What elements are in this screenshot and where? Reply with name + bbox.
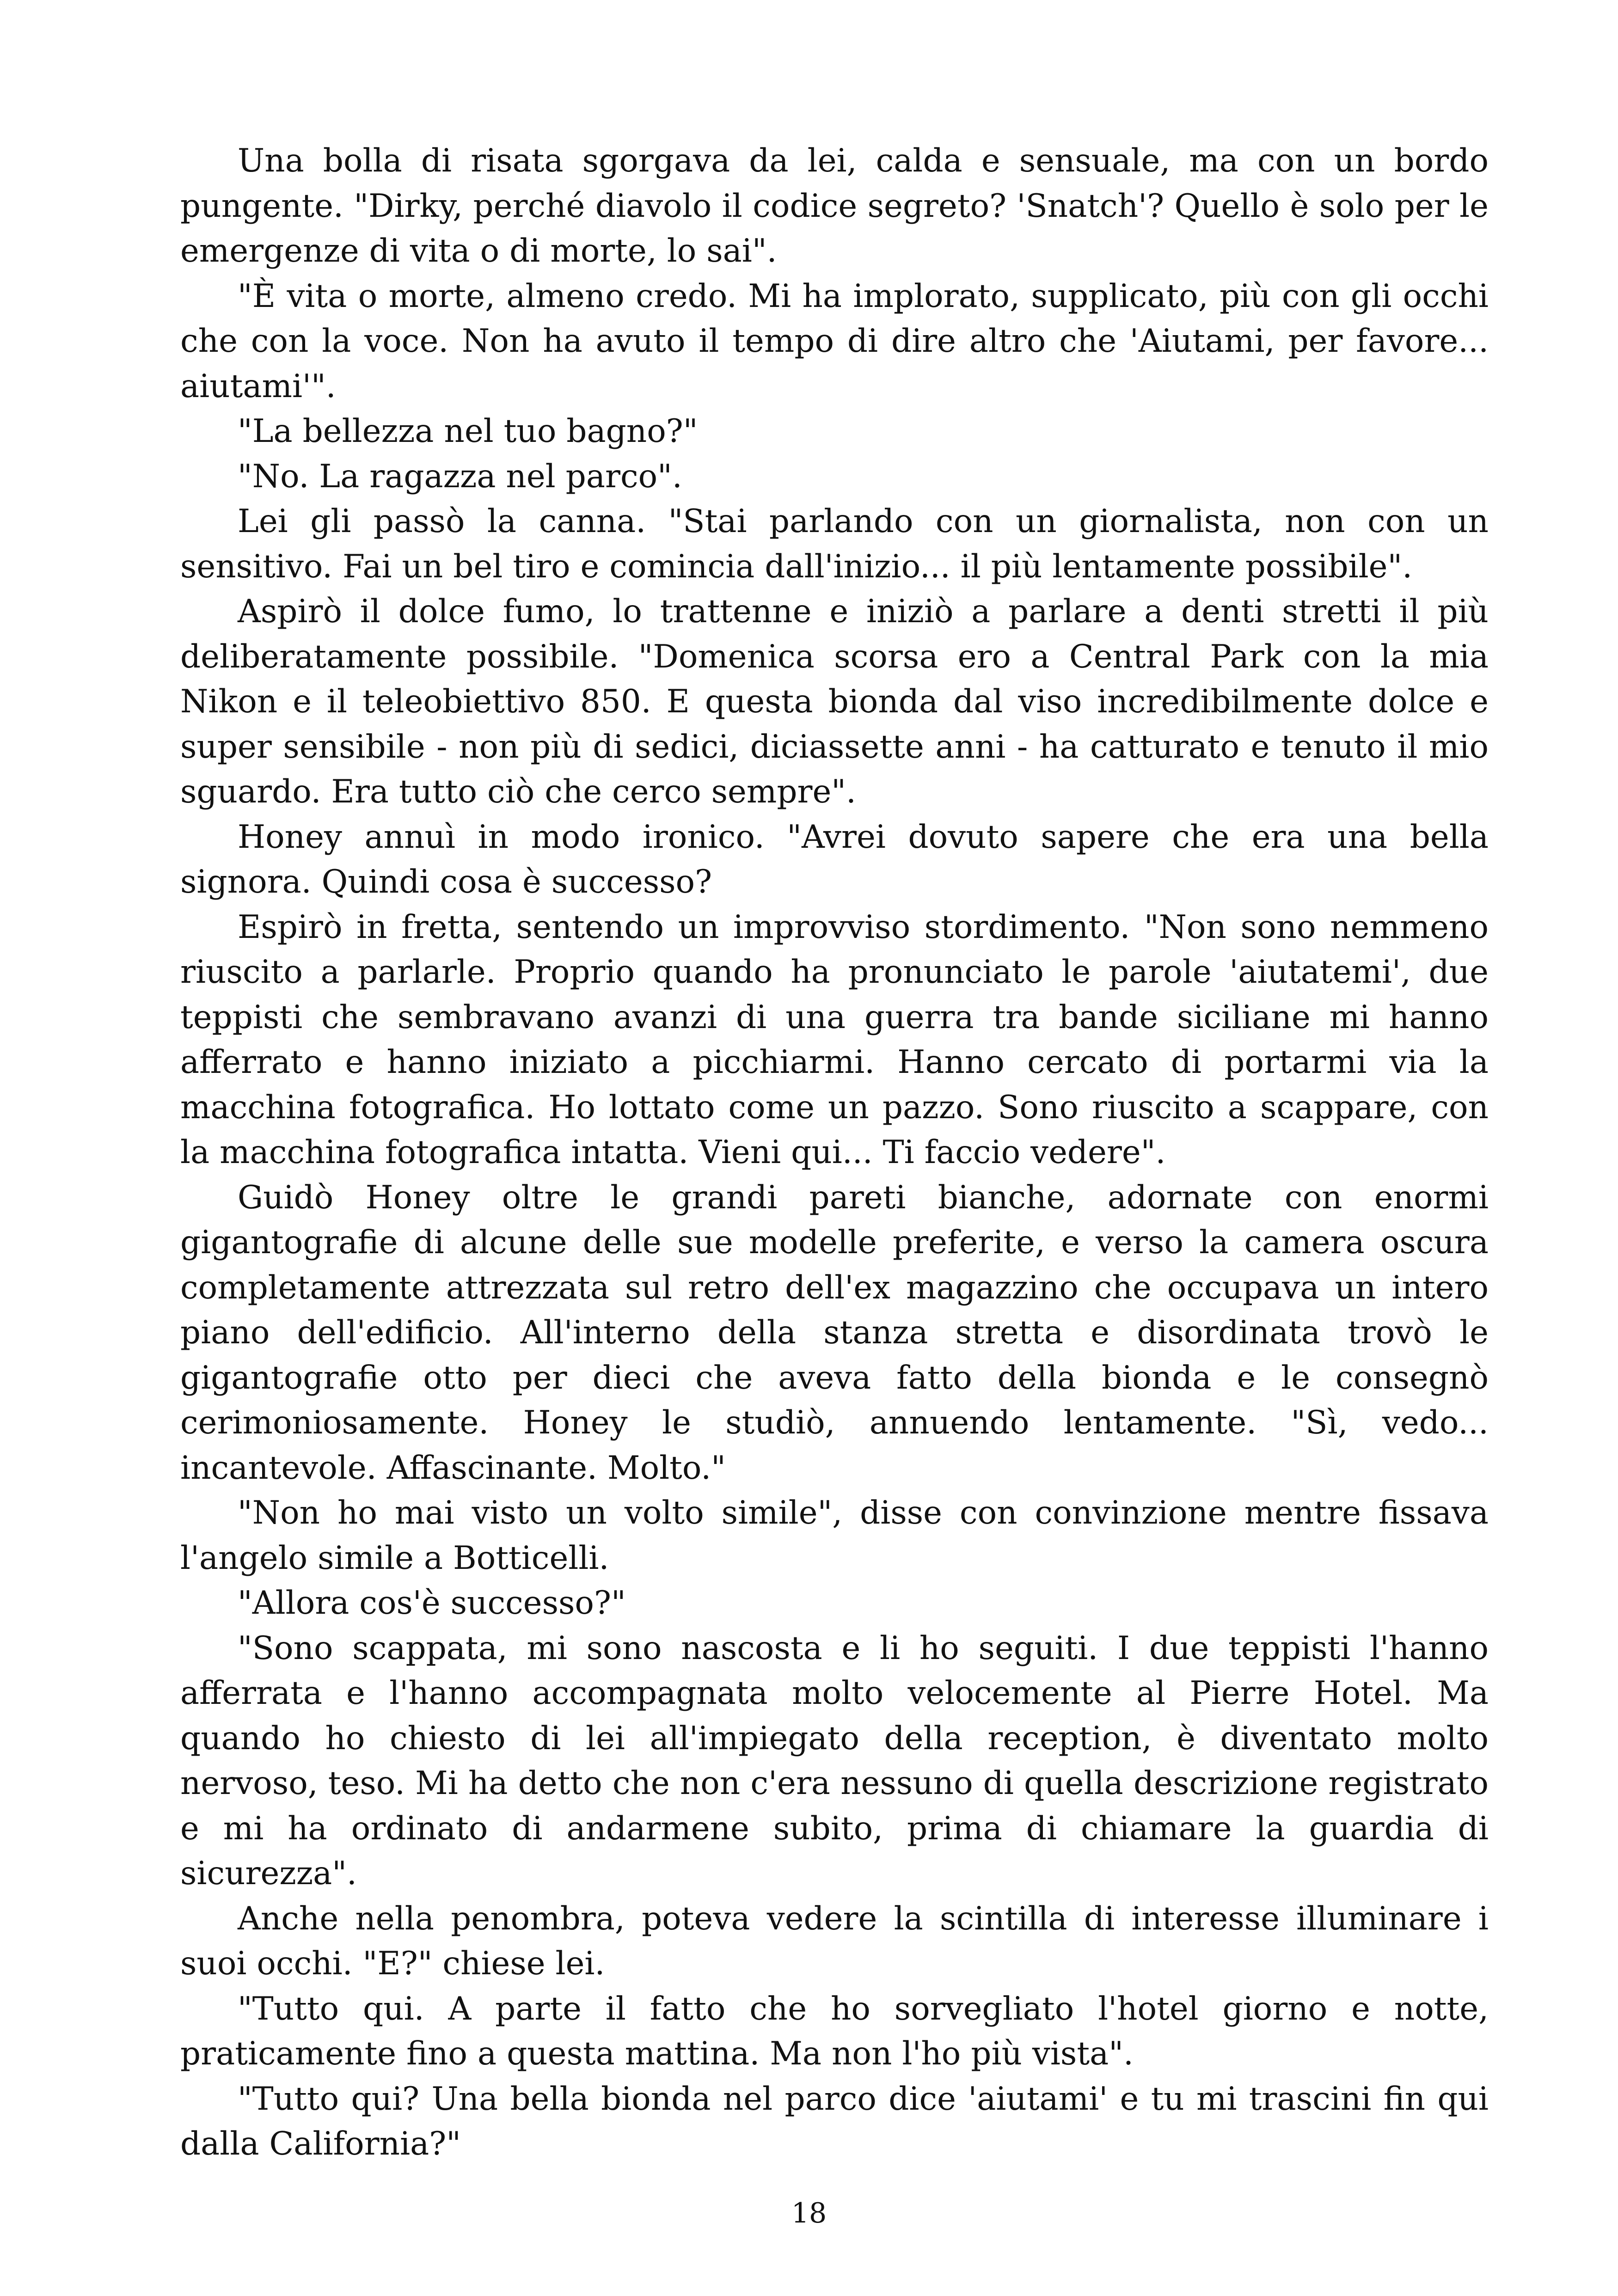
paragraph: Lei gli passò la canna. "Stai parlando con un giornalista, non con un sensitivo. Fai un bel tiro e comincia dall'inizio... il più lentamente possibile". [180,503,1489,585]
paragraph: Honey annuì in modo ironico. "Avrei dovuto sapere che era una bella signora. Quindi cosa è successo? [180,818,1489,900]
paragraph: "Allora cos'è successo?" [238,1585,626,1622]
page-number: 18 [791,2197,827,2229]
body-text [180,139,1489,2167]
paragraph: "Tutto qui. A parte il fatto che ho sorvegliato l'hotel giorno e notte, praticamente fino a questa mattina. Ma non l'ho più vista". [180,1990,1489,2072]
paragraph: Guidò Honey oltre le grandi pareti bianche, adornate con enormi gigantografie di alcune delle sue modelle preferite, e verso la camera oscura completamente attrezzata sul retro dell'ex magazzino che occupava un intero piano dell'edificio. All'interno della stanza stretta e disordinata trovò le gigantografie otto per dieci che aveva fatto della bionda e le consegnò cerimoniosamente. Honey le studiò, annuendo lentamente. "Sì, vedo... incantevole. Affascinante. Molto." [180,1179,1489,1487]
paragraph: Espirò in fretta, sentendo un improvviso stordimento. "Non sono nemmeno riuscito a parlarle. Proprio quando ha pronunciato le parole 'aiutatemi', due teppisti che sembravano avanzi di una guerra tra bande siciliane mi hanno afferrato e hanno iniziato a picchiarmi. Hanno cercato di portarmi via la macchina fotografica. Ho lottato come un pazzo. Sono riuscito a scappare, con la macchina fotografica intatta. Vieni qui... Ti faccio vedere". [180,908,1489,1171]
paragraph: "Non ho mai visto un volto simile", disse con convinzione mentre fissava l'angelo simile a Botticelli. [180,1494,1489,1577]
paragraph: "Tutto qui? Una bella bionda nel parco dice 'aiutami' e tu mi trascini fin qui dalla California?" [180,2080,1489,2162]
paragraph: Anche nella penombra, poteva vedere la scintilla di interesse illuminare i suoi occhi. "E?" chiese lei. [180,1900,1489,1982]
paragraph: "No. La ragazza nel parco". [238,458,682,495]
paragraph: "Sono scappata, mi sono nascosta e li ho seguiti. I due teppisti l'hanno afferrata e l'hanno accompagnata molto velocemente al Pierre Hotel. Ma quando ho chiesto di lei all'impiegato della reception, è diventato molto nervoso, teso. Mi ha detto che non c'era nessuno di quella descrizione registrato e mi ha ordinato di andarmene subito, prima di chiamare la guardia di sicurezza". [180,1629,1489,1892]
paragraph: Aspirò il dolce fumo, lo trattenne e iniziò a parlare a denti stretti il più deliberatamente possibile. "Domenica scorsa ero a Central Park con la mia Nikon e il teleobiettivo 850. E questa bionda dal viso incredibilmente dolce e super sensibile - non più di sedici, diciassette anni - ha catturato e tenuto il mio sguardo. Era tutto ciò che cerco sempre". [180,593,1489,810]
paragraph: "È vita o morte, almeno credo. Mi ha implorato, supplicato, più con gli occhi che con la voce. Non ha avuto il tempo di dire altro che 'Aiutami, per favore... aiutami'". [180,277,1489,405]
paragraph: "La bellezza nel tuo bagno?" [238,413,698,450]
paragraph: Una bolla di risata sgorgava da lei, calda e sensuale, ma con un bordo pungente. "Dirky, perché diavolo il codice segreto? 'Snatch'? Quello è solo per le emergenze di vita o di morte, lo sai". [180,142,1489,269]
